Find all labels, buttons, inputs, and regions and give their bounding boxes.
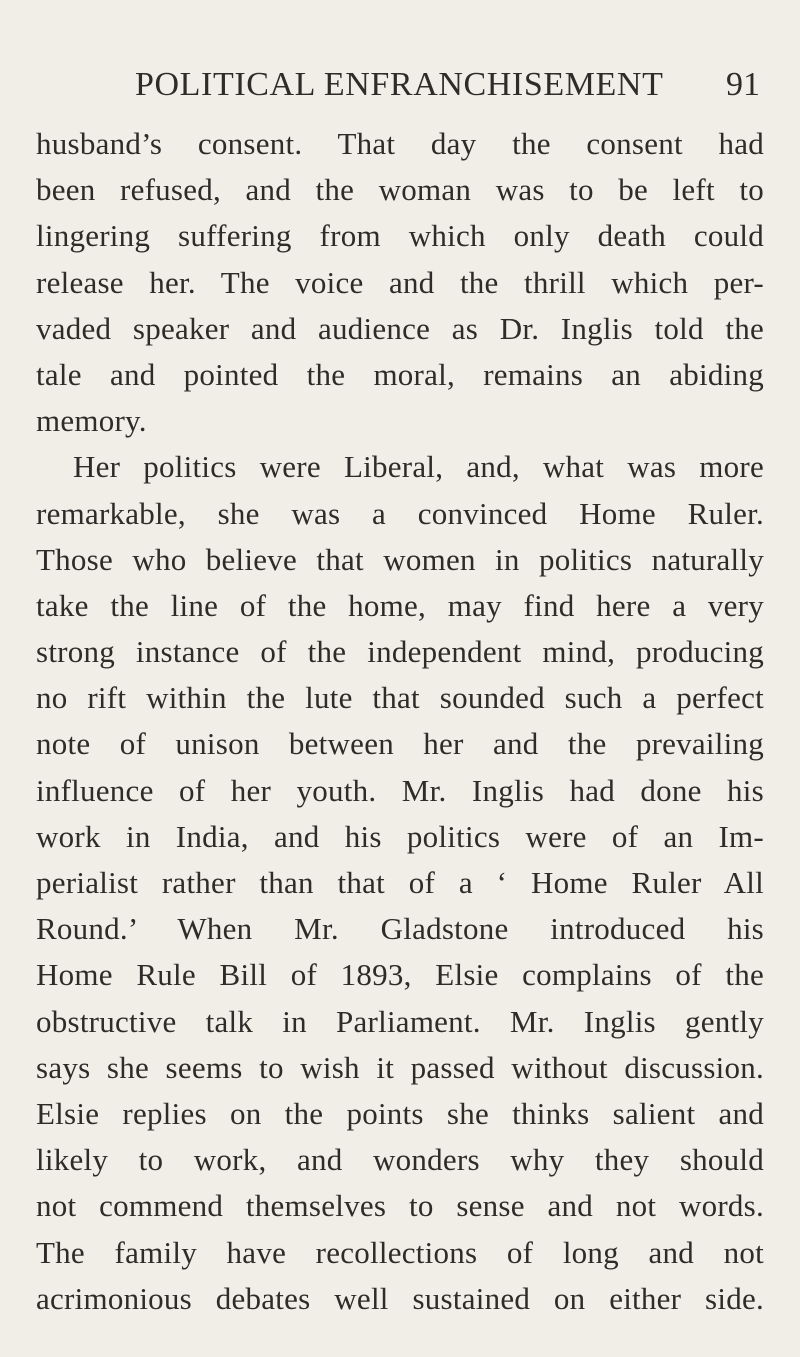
text-line: note of unison between her and the prevailing	[36, 726, 764, 762]
running-title: POLITICAL ENFRANCHISEMENT	[135, 66, 664, 103]
text-line: Home Rule Bill of 1893, Elsie complains of the	[36, 957, 764, 993]
text-line: acrimonious debates well sustained on either side.	[36, 1280, 764, 1316]
paragraph-first-line: Her politics were Liberal, and, what was more	[73, 449, 764, 485]
paragraph-end-line: memory.	[36, 403, 147, 439]
text-line: perialist rather than that of a ‘ Home Ruler All	[36, 865, 764, 900]
text-line: been refused, and the woman was to be left to	[36, 172, 764, 208]
text-line: lingering suffering from which only death could	[36, 218, 764, 254]
body-text	[36, 121, 764, 1322]
text-line: influence of her youth. Mr. Inglis had done his	[36, 772, 764, 808]
text-line: says she seems to wish it passed without discussion.	[36, 1049, 764, 1085]
text-line: vaded speaker and audience as Dr. Inglis told the	[36, 310, 764, 346]
text-line: tale and pointed the moral, remains an abiding	[36, 356, 764, 392]
text-line: release her. The voice and the thrill which per-	[36, 264, 764, 300]
text-line: obstructive talk in Parliament. Mr. Inglis gently	[36, 1003, 764, 1039]
text-line: not commend themselves to sense and not words.	[36, 1188, 764, 1224]
text-line: remarkable, she was a convinced Home Ruler.	[36, 495, 764, 531]
page-number: 91	[726, 66, 760, 103]
text-line: no rift within the lute that sounded such a perfect	[36, 680, 764, 716]
text-line: The family have recollections of long and not	[36, 1234, 764, 1270]
text-line: strong instance of the independent mind, producing	[36, 634, 764, 670]
text-line: Those who believe that women in politics naturally	[36, 541, 764, 577]
text-line: Elsie replies on the points she thinks salient and	[36, 1095, 764, 1131]
text-line: take the line of the home, may find here a very	[36, 587, 764, 623]
running-header	[0, 62, 800, 110]
text-line: husband’s consent. That day the consent had	[36, 126, 764, 161]
text-line: Round.’ When Mr. Gladstone introduced his	[36, 911, 764, 947]
text-line: likely to work, and wonders why they should	[36, 1142, 764, 1178]
text-line: work in India, and his politics were of an Im-	[36, 818, 764, 854]
